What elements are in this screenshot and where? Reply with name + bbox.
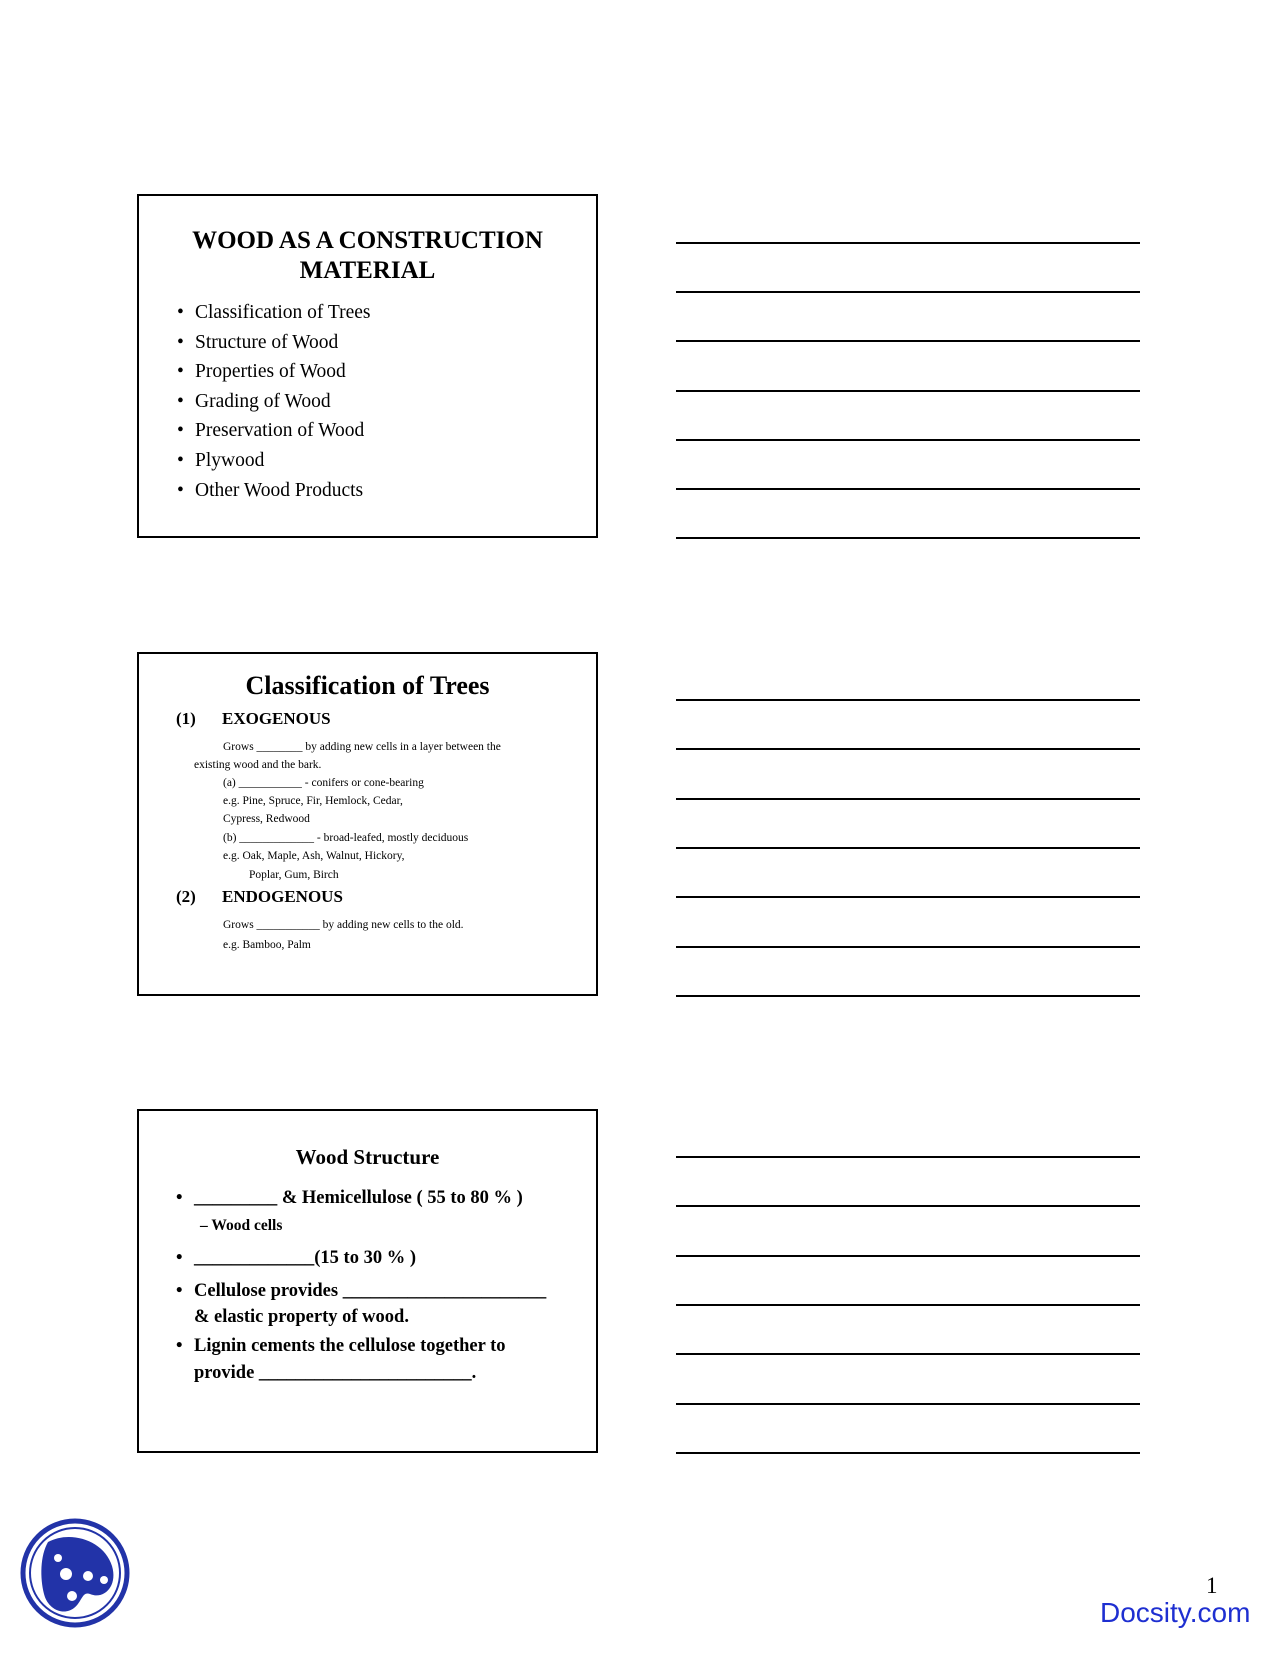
bullet-dot-icon: • [176, 1248, 183, 1268]
slide-1-title-line-1: WOOD AS A CONSTRUCTION [192, 227, 543, 254]
note-line [676, 699, 1140, 701]
bullet-item: • Preservation of Wood [177, 416, 371, 446]
text-line: e.g. Pine, Spruce, Fir, Hemlock, Cedar, [223, 795, 403, 807]
section-label: ENDOGENOUS [222, 887, 343, 906]
note-line [676, 242, 1140, 244]
bullet-text: Lignin cements the cellulose together to [194, 1336, 506, 1356]
bullet-continuation: provide _______________________. [194, 1363, 477, 1383]
bullet-continuation: & elastic property of wood. [194, 1307, 409, 1327]
slide-1-bullet-list [177, 298, 371, 505]
bullet-dot-icon: • [176, 1336, 183, 1356]
text-line: (a) ___________ - conifers or cone-bearing [223, 777, 424, 789]
slide-3 [137, 1109, 598, 1453]
bullet-item: • Structure of Wood [177, 328, 371, 358]
note-line [676, 340, 1140, 342]
text-line: Grows ___________ by adding new cells to the old. [223, 919, 464, 931]
text-line: e.g. Oak, Maple, Ash, Walnut, Hickory, [223, 850, 405, 862]
note-line [676, 1156, 1140, 1158]
sub-bullet-text: – Wood cells [200, 1217, 283, 1234]
slide-2-title: Classification of Trees [245, 671, 490, 700]
note-line [676, 1353, 1140, 1355]
slide-1 [137, 194, 598, 538]
note-line [676, 1403, 1140, 1405]
bullet-item: • Grading of Wood [177, 387, 371, 417]
section-number: (1) [176, 709, 196, 728]
note-line [676, 847, 1140, 849]
bullet-text: _____________(15 to 30 % ) [194, 1248, 416, 1268]
note-line [676, 946, 1140, 948]
note-line [676, 748, 1140, 750]
bullet-dot-icon: • [176, 1281, 183, 1301]
text-line: Poplar, Gum, Birch [249, 869, 339, 881]
note-line [676, 488, 1140, 490]
slide-1-title-line-2: MATERIAL [299, 257, 436, 284]
text-line: Cypress, Redwood [223, 813, 310, 825]
note-line [676, 291, 1140, 293]
bullet-item: • Other Wood Products [177, 476, 371, 506]
bullet-item: • Classification of Trees [177, 298, 371, 328]
text-line: e.g. Bamboo, Palm [223, 939, 311, 951]
text-line: existing wood and the bark. [194, 759, 322, 771]
slide-3-title: Wood Structure [295, 1145, 440, 1169]
note-line [676, 537, 1140, 539]
text-line: Grows ________ by adding new cells in a layer between the [223, 741, 501, 753]
note-line [676, 439, 1140, 441]
note-line [676, 1205, 1140, 1207]
section-label: EXOGENOUS [222, 709, 331, 728]
note-line [676, 995, 1140, 997]
note-line [676, 1255, 1140, 1257]
bullet-text: _________ & Hemicellulose ( 55 to 80 % ) [194, 1188, 523, 1208]
page-number: 1 [1206, 1573, 1218, 1598]
bullet-text: Cellulose provides ______________________ [194, 1281, 547, 1301]
text-line: (b) _____________ - broad-leafed, mostly deciduous [223, 832, 469, 844]
slide-2 [137, 652, 598, 996]
docsity-logo-icon [20, 1518, 130, 1628]
note-line [676, 390, 1140, 392]
bullet-dot-icon: • [176, 1188, 183, 1208]
bullet-item: • Properties of Wood [177, 357, 371, 387]
docsity-brand-link[interactable]: Docsity.com [1100, 1597, 1251, 1628]
note-line [676, 896, 1140, 898]
slide-1-title [139, 226, 596, 286]
note-line [676, 1452, 1140, 1454]
bullet-item: • Plywood [177, 446, 371, 476]
note-line [676, 798, 1140, 800]
note-line [676, 1304, 1140, 1306]
section-number: (2) [176, 887, 196, 906]
